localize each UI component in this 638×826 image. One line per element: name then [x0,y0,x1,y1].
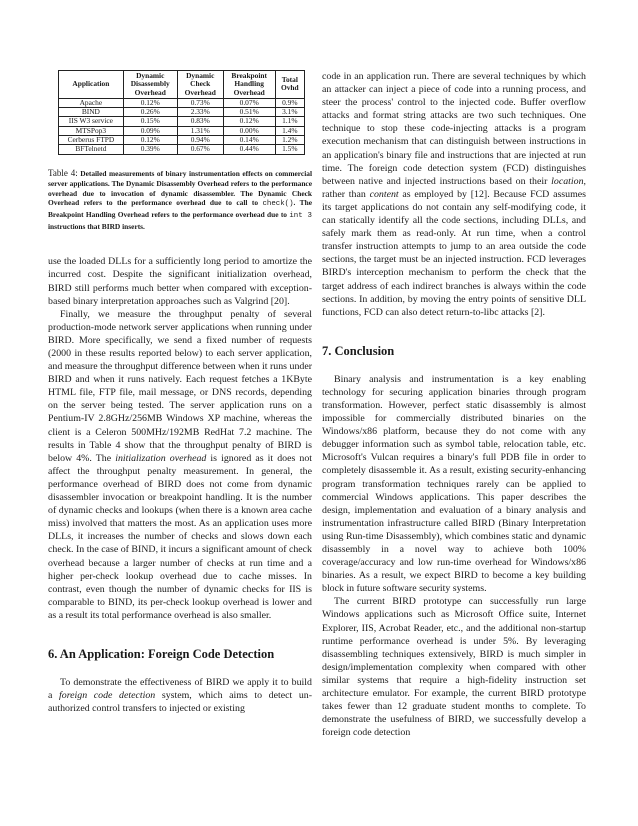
caption-code: int 3 [289,212,312,221]
table-row [59,145,305,154]
table-cell: 0.09% [123,126,177,135]
table-cell: 0.39% [123,145,177,154]
paragraph-text: Finally, we measure the throughput penalty of several production-mode network server applications when running under BIRD. More specifically, we send a fixed number of requests (2000 in these results reported below) to each server application, and measure the throughput difference between when it runs under BIRD and when it runs natively. Each request fetches a 1KByte HTML file, FTP file, mail message, or DNS records, depending on the server being tested. The server application runs on a Pentium-IV 2.8GHz/256MB Windows XP machine, whereas the client is a Celeron 500MHz/192MB RedHat 7.2 machine. The results in Table 4 show that the throughput penalty of BIRD is below 4%. The [48,308,312,464]
paragraph: The current BIRD prototype can successfully run large Windows applications such as Microsoft Office suite, Internet Explorer, IIS, Acrobat Reader, etc., and the additional non-startup runtime performance overhead is under 5%. By leveraging disassembling techniques extensively, BIRD is much simpler in design/implementation complexity when compared with other similar systems that require a high-fidelity instruction set architecture emulator. For example, the current BIRD prototype takes fewer than 12 graduate student months to complete. To demonstrate the usefulness of BIRD, we successfully develop a foreign code detection [322,596,586,739]
caption-text: . The Breakpoint Handling Overhead refers to the performance overhead due to [48,198,312,220]
table-cell: Apache [59,98,124,107]
paragraph [48,308,312,622]
caption-code: check() [262,200,294,209]
emphasis: foreign code detection [59,690,156,702]
table-cell: 0.15% [123,117,177,126]
table-row [59,117,305,126]
emphasis: content [369,188,399,200]
table-cell: 1.5% [275,145,304,154]
section-heading: 6. An Application: Foreign Code Detection [48,646,275,661]
right-column [322,70,586,739]
table-header-cell: Breakpoint Handling Overhead [223,71,275,99]
table-cell: 0.12% [123,135,177,144]
paragraph-text: To demonstrate the effectiveness of BIRD we apply it to build a [48,676,312,702]
table-cell: 1.1% [275,117,304,126]
table-cell: 0.12% [223,117,275,126]
paragraph-text: as employed by [12]. Because FCD assumes its target applications do not contain any self-modifying code, it can statically identify all the code sections, including DLLs, and safely mark them as read-only. At run time, when a control transfer instruction attempts to jump to an area outside the code sections, the target must be an injected instruction. FCD leverages BIRD's interception mechanism to perform the check that the target address of each indirect branches is always within the code sections. In addition, by moving the entry points of sensitive DLL functions, FCD can also detect return-to-libc attacks [2]. [322,188,586,318]
table-header-cell: Application [59,71,124,99]
table-cell: 0.44% [223,145,275,154]
table-cell: MTSPop3 [59,126,124,135]
table-header-cell: Total Ovhd [275,71,304,99]
paragraph: Binary analysis and instrumentation is a key enabling technology for securing application binaries through program transformation. However, perfect static disassembly is almost impossible for commercially distributed binaries on the Windows/x86 platform, because they do not come with any debugger information such as symbol table, relocation table, etc. Microsoft's Vulcan requires a binary's full PDB file in order to completely disassemble it. As a result, existing security-enhancing program transformation techniques rarely can be applied to commercial Windows applications. This paper describes the design, implementation and evaluation of a binary analysis and instrumentation infrastructure called BIRD (Binary Interpretation using Run-time Disassembly), which combines static and dynamic disassembly in a novel way to achieve both 100% coverage/accuracy and low run-time overhead for Windows/x86 binaries. As a result, we expect BIRD to become a key building block in future software security systems. [322,373,586,595]
table-cell: 2.33% [177,108,223,117]
overhead-table [58,70,305,155]
table-cell: 1.2% [275,135,304,144]
table-cell: BFTelnetd [59,145,124,154]
paragraph-text: is ignored as it does not affect the throughput penalty measurement. In general, the performance overhead of BIRD does not come from dynamic disassembler invocation or breakpoint handling. It is the number of dynamic checks and lookups (when there is a known area cache miss) involved that matters the most. As an application uses more DLLs, it increases the number of checks and slows down each check. In the case of BIND, it incurs a significant amount of check overhead because a larger number of checks at run time and a higher per-check lookup overhead due to cache misses. In contrast, even though the number of dynamic checks for IIS is comparable to BIND, its per-check lookup overhead is lower and as a result its total performance overhead is also smaller. [48,452,313,621]
table-header-cell: Dynamic Disassembly Overhead [123,71,177,99]
table-cell: 0.73% [177,98,223,107]
table-cell: 0.07% [223,98,275,107]
paragraph: use the loaded DLLs for a sufficiently long period to amortize the incurred cost. Despite the significant initialization overhead, BIRD still performs much better when compared with exception-based binary interpretation approaches such as Valgrind [20]. [48,256,312,307]
table-cell: 1.31% [177,126,223,135]
table-cell: BIND [59,108,124,117]
paragraph-text: code in an application run. There are several techniques by which an attacker can inject a piece of code into a running process, and steer the process' control to the injected code. Buffer overflow attacks and format string attacks are two such techniques. One technique to stop these code-injecting attacks is a program execution mechanism that can distinguish between instructions in an application's binary file and instructions that are injected at run time. The foreign code detection system (FCD) distinguishes between native and injected instructions based on their [322,71,586,187]
emphasis: initialization overhead [115,452,207,464]
table-cell: 0.94% [177,135,223,144]
paragraph [48,676,312,715]
paragraph-text: system, which aims to detect un-authorized control transfers to injected or existing [48,690,313,715]
table-cell: 0.51% [223,108,275,117]
table-cell: 0.12% [123,98,177,107]
left-column [48,70,312,715]
paragraph [322,70,586,319]
table-cell: 0.9% [275,98,304,107]
table-cell: 0.83% [177,117,223,126]
table-cell: 0.14% [223,135,275,144]
table-cell: 0.26% [123,108,177,117]
paragraph-text: , rather than [322,175,587,200]
table-cell: 0.67% [177,145,223,154]
table-cell: 1.4% [275,126,304,135]
table-caption [48,168,312,232]
table-cell: Cerberus FTPD [59,135,124,144]
table-header-row [59,71,305,99]
section-heading: 7. Conclusion [322,343,395,358]
table-cell: IIS W3 service [59,117,124,126]
table-cell: 3.1% [275,108,304,117]
caption-label: Table 4: [48,167,78,178]
emphasis: location [551,175,584,187]
table-cell: 0.00% [223,126,275,135]
caption-text: Detailed measurements of binary instrumentation effects on commercial server applications. The Dynamic Disassembly Overhead refers to the performance overhead due to invocation of dynamic disassembler. The Dynamic Check Overhead refers to the performance overhead due to call to [48,168,313,208]
table-header-cell: Dynamic Check Overhead [177,71,223,99]
caption-text: instructions that BIRD inserts. [48,221,145,231]
